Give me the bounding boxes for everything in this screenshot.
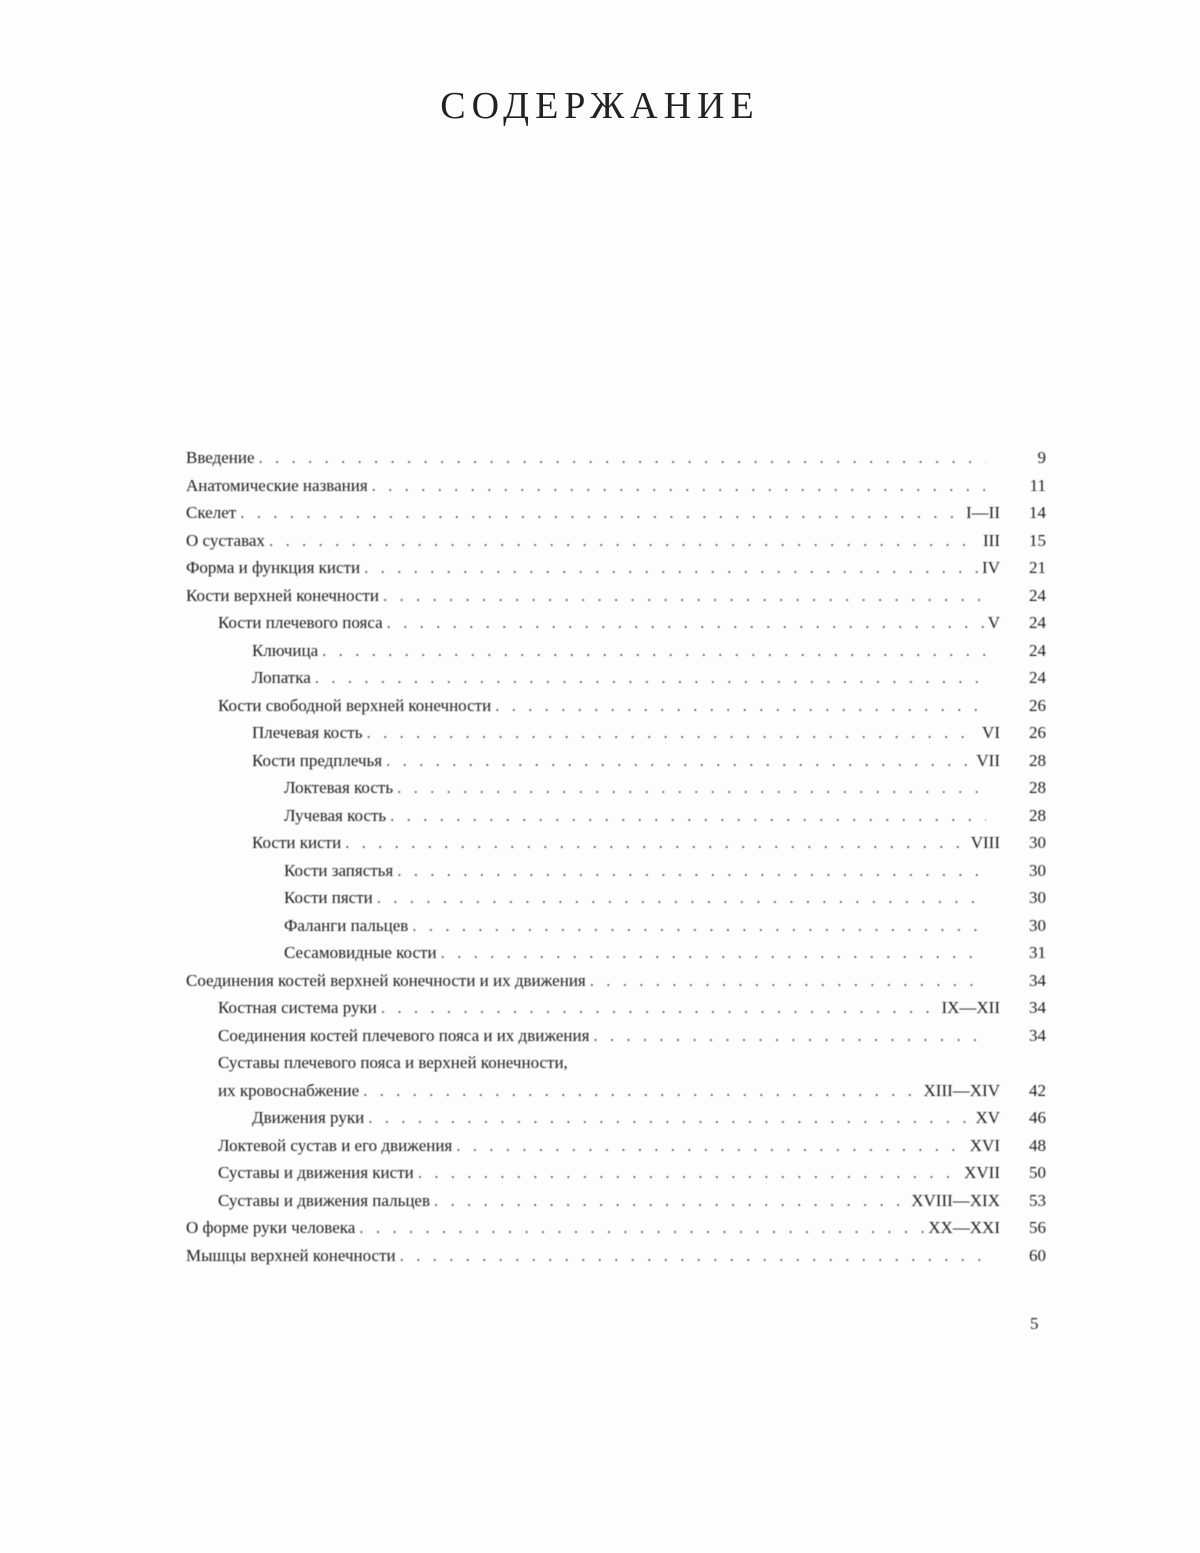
toc-entry — [186, 1187, 1046, 1215]
toc-entry-page: 28 — [1029, 750, 1046, 770]
toc-entry-title: Суставы и движения кисти — [218, 1163, 414, 1182]
toc-entry — [186, 939, 1046, 967]
toc-entry — [186, 692, 1046, 720]
toc-dot-leader — [390, 802, 986, 830]
toc-entry-title: Лопатка — [252, 668, 311, 687]
page-number: 5 — [1030, 1314, 1039, 1333]
toc-entry-page: 21 — [1029, 558, 1046, 577]
toc-dot-leader — [441, 939, 986, 967]
toc-entry-page: 48 — [1029, 1135, 1046, 1155]
toc-dot-leader — [434, 1187, 907, 1215]
toc-entry — [186, 1242, 1046, 1270]
toc-entry-title: О форме руки человека — [186, 1218, 356, 1237]
toc-dot-leader — [383, 582, 986, 610]
toc-entry-title: Скелет — [186, 503, 237, 522]
toc-entry-page: 24 — [1029, 668, 1046, 687]
toc-entry-plate: I—II — [966, 503, 1000, 522]
toc-dot-leader — [456, 1132, 966, 1160]
toc-entry — [186, 884, 1046, 912]
toc-entry-title: Движения руки — [252, 1108, 365, 1127]
toc-entry-title: Локтевая кость — [284, 778, 394, 797]
toc-entry — [186, 1049, 1046, 1077]
toc-entry — [186, 967, 1046, 995]
toc-entry-title: Локтевой сустав и его движения — [218, 1135, 453, 1155]
toc-entry-plate: XVI — [969, 1135, 1000, 1155]
toc-entry-title: Суставы плечевого пояса и верхней конечности, — [218, 1053, 568, 1072]
toc-dot-leader — [495, 692, 986, 720]
toc-dot-leader — [412, 912, 986, 940]
toc-entry-title: О суставах — [186, 530, 265, 550]
toc-dot-leader — [590, 967, 986, 995]
toc-entry — [186, 664, 1046, 692]
toc-entry — [186, 747, 1046, 775]
toc-dot-leader — [400, 1242, 986, 1270]
toc-entry-title: Анатомические названия — [186, 475, 368, 495]
toc-entry — [186, 1159, 1046, 1187]
toc-entry-page: 14 — [1029, 503, 1046, 522]
toc-entry — [186, 499, 1046, 527]
toc-dot-leader — [259, 444, 986, 472]
toc-dot-leader — [593, 1022, 986, 1050]
toc-entry-page: 42 — [1029, 1080, 1046, 1100]
toc-entry-plate: XX—XXI — [928, 1218, 1000, 1237]
toc-entry-title: Введение — [186, 448, 255, 467]
table-of-contents — [186, 444, 1046, 1269]
toc-entry-title: Кости плечевого пояса — [218, 613, 383, 632]
toc-entry-page: 56 — [1029, 1218, 1046, 1237]
toc-dot-leader — [315, 664, 986, 692]
toc-entry-plate: V — [987, 613, 1000, 632]
toc-entry-page: 30 — [1029, 915, 1046, 935]
toc-entry — [186, 1077, 1046, 1105]
toc-entry-plate: VII — [976, 750, 1000, 770]
toc-entry — [186, 1132, 1046, 1160]
toc-entry-plate: IX—XII — [941, 998, 1000, 1017]
toc-entry — [186, 1214, 1046, 1242]
toc-entry-page: 30 — [1029, 888, 1046, 907]
toc-entry-title: Суставы и движения пальцев — [218, 1190, 430, 1210]
toc-entry-title: Кости свободной верхней конечности — [218, 695, 492, 715]
toc-entry-title: Сесамовидные кости — [284, 943, 437, 962]
toc-entry-plate: VI — [982, 723, 1000, 742]
toc-entry-page: 24 — [1029, 640, 1046, 660]
toc-entry-page: 26 — [1029, 723, 1046, 742]
toc-dot-leader — [269, 527, 979, 555]
toc-entry-page: 60 — [1029, 1245, 1046, 1265]
toc-dot-leader — [418, 1159, 960, 1187]
toc-entry-title: Мышцы верхней конечности — [186, 1245, 396, 1265]
toc-dot-leader — [397, 774, 986, 802]
toc-entry-plate: XVII — [964, 1163, 1000, 1182]
toc-entry-title: Кости запястья — [284, 860, 394, 880]
toc-dot-leader — [397, 857, 986, 885]
toc-entry — [186, 472, 1046, 500]
toc-entry-page: 31 — [1029, 943, 1046, 962]
toc-entry-page: 30 — [1029, 833, 1046, 852]
toc-entry — [186, 1022, 1046, 1050]
toc-entry-page: 30 — [1029, 860, 1046, 880]
toc-entry — [186, 444, 1046, 472]
toc-entry-title: Фаланги пальцев — [284, 915, 409, 935]
toc-dot-leader — [368, 1104, 971, 1132]
toc-entry — [186, 857, 1046, 885]
toc-dot-leader — [359, 1214, 924, 1242]
toc-entry — [186, 554, 1046, 582]
toc-entry-title: их кровоснабжение — [218, 1080, 360, 1100]
toc-dot-leader — [381, 994, 938, 1022]
toc-entry-page: 53 — [1029, 1190, 1046, 1210]
toc-entry-plate: XIII—XIV — [923, 1080, 1000, 1100]
toc-entry-page: 34 — [1029, 970, 1046, 990]
toc-entry-title: Соединения костей плечевого пояса и их движения — [218, 1025, 590, 1045]
toc-entry-page: 28 — [1029, 805, 1046, 825]
toc-entry-title: Соединения костей верхней конечности и их движения — [186, 970, 586, 990]
toc-entry-plate: IV — [982, 558, 1000, 577]
toc-entry-title: Кости предплечья — [252, 750, 383, 770]
toc-entry-title: Форма и функция кисти — [186, 558, 361, 577]
toc-entry-page: 11 — [1029, 475, 1046, 495]
toc-entry — [186, 527, 1046, 555]
toc-dot-leader — [386, 747, 972, 775]
toc-entry-page: 34 — [1029, 1025, 1046, 1045]
toc-dot-leader — [363, 1077, 919, 1105]
toc-dot-leader — [366, 719, 978, 747]
toc-entry-plate: III — [983, 530, 1000, 550]
toc-entry — [186, 1104, 1046, 1132]
toc-entry — [186, 719, 1046, 747]
toc-entry-page: 46 — [1029, 1108, 1046, 1127]
page-title: СОДЕРЖАНИЕ — [440, 85, 760, 127]
toc-entry-title: Кости верхней конечности — [186, 585, 379, 605]
toc-dot-leader — [345, 829, 967, 857]
toc-entry-page: 15 — [1029, 530, 1046, 550]
toc-entry-plate: VIII — [970, 833, 1000, 852]
toc-entry-title: Лучевая кость — [284, 805, 387, 825]
toc-entry-plate: XVIII—XIX — [911, 1190, 1000, 1210]
toc-dot-leader — [364, 554, 978, 582]
toc-entry — [186, 774, 1046, 802]
toc-dot-leader — [240, 499, 962, 527]
toc-dot-leader — [322, 637, 986, 665]
toc-entry-title: Костная система руки — [218, 998, 377, 1017]
toc-entry-page: 26 — [1029, 695, 1046, 715]
toc-entry-title: Плечевая кость — [252, 723, 363, 742]
toc-entry-page: 24 — [1029, 585, 1046, 605]
toc-entry-page: 28 — [1029, 778, 1046, 797]
toc-entry — [186, 829, 1046, 857]
toc-dot-leader — [377, 884, 986, 912]
toc-entry — [186, 609, 1046, 637]
toc-entry — [186, 994, 1046, 1022]
toc-entry-title: Кости кисти — [252, 833, 342, 852]
toc-entry-title: Ключица — [252, 640, 319, 660]
toc-entry-plate: XV — [975, 1108, 1000, 1127]
toc-entry-page: 24 — [1029, 613, 1046, 632]
toc-entry-page: 34 — [1029, 998, 1046, 1017]
toc-entry-title: Кости пясти — [284, 888, 373, 907]
toc-entry — [186, 637, 1046, 665]
toc-entry-page: 50 — [1029, 1163, 1046, 1182]
toc-entry — [186, 802, 1046, 830]
toc-dot-leader — [387, 609, 984, 637]
toc-entry-page: 9 — [1037, 448, 1046, 467]
toc-dot-leader — [372, 472, 986, 500]
toc-entry — [186, 582, 1046, 610]
toc-entry — [186, 912, 1046, 940]
